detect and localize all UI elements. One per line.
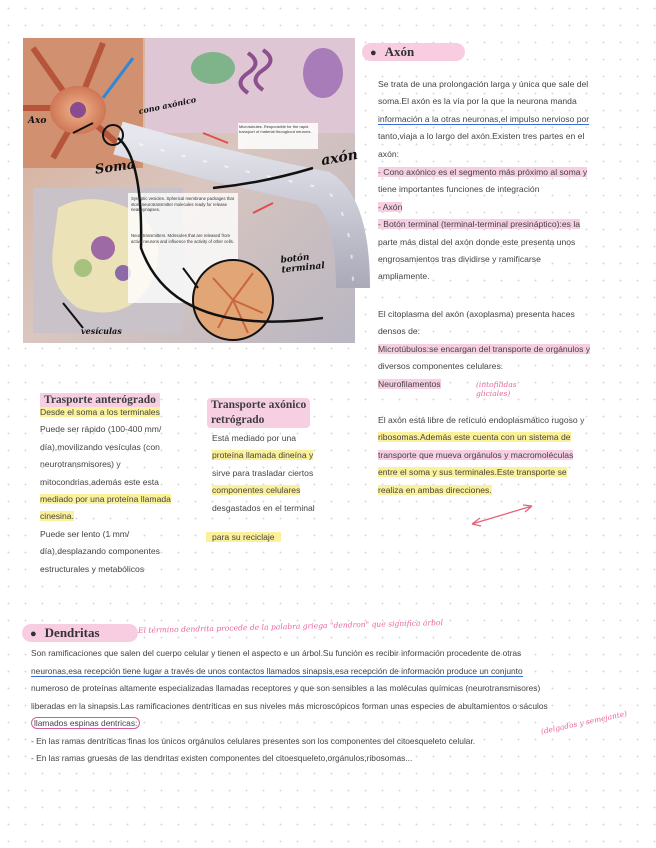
dendrites-body: Son ramificaciones que salen del cuerpo celular y tienen el aspecto e un árbol.Su función es recibir información procedente de otras neuronas,esa recepción tiene lugar a través de unos contactos llamados sinapsis,esa recepción de información produce un conjunto numeroso de proteínas altamente especializadas llamadas receptores y que son sensibles a las moléculas químicas (neurotransmisores) liberadas en la sinapsis.Las ramificaciones dentríticas en sus niveles más microscópicos forman unas especies de abultamientos o sáculos llamados espinas dentricas: - En las ramas dentríticas finas los únicos orgánulos celulares presentes son los componentes del citoesqueleto celular. - En las ramas gruesas de las dendritas existen componentes del citoesqueleto,orgánulos,ribosomas... (31, 648, 548, 763)
dendrites-title: Dendritas (44, 625, 100, 640)
axon-parts: - Cono axónico es el segmento más próximo al soma y tiene importantes funciones de integración - Axón - Botón terminal (terminal-terminal presináptico):es la parte más distal del axón donde este presenta unos engrosamientos tras dividirse y ramificarse ampliamente. (378, 167, 588, 282)
retro-reciclaje: para su reciclaje (206, 529, 281, 546)
bullet: ● (30, 628, 37, 640)
axon-cytoplasm: El citoplasma del axón (axoplasma) presenta haces densos de: Microtúbulos:se encargan del transporte de orgánulos y diversos componentes celulares. Neurofilamentos (378, 309, 591, 389)
note-microtubules: Microtubules. Responsible for the rapid transport of material throughout neurons. (239, 124, 312, 134)
retro-title: Transporte axónico retrógrado (207, 398, 310, 428)
label-axo: Axo (28, 116, 47, 126)
label-boton-terminal: botón terminal (280, 252, 326, 276)
label-soma: Soma (94, 157, 137, 178)
retro-body: Está mediado por una proteína llamada dineína y sirve para trasladar ciertos componentes celulares desgastados en el terminal (212, 433, 315, 513)
note-synaptic: Synaptic vesicles. Spherical membrane packages that store neurotransmitter molecules ready for release near synapses. (131, 196, 234, 212)
label-axon: axón (319, 146, 360, 170)
axon-title: Axón (384, 44, 415, 59)
double-arrow-icon (468, 500, 538, 530)
dendrites-handwritten-note: El término dendrita procede de la palabra griega "dendron" que significa árbol (137, 618, 444, 635)
label-vesiculas: vesículas (81, 326, 122, 336)
neuron-illustration (23, 38, 360, 343)
antero-body: Desde el soma a los terminales Puede ser rápido (100-400 mm/ día),movilizando vesículas (con neurotransmisores) y mitocondrias,además este esta mediado por una proteína llamada cinesina. Puede ser lento (1 mm/ día),desplazando componentes estructurales y metabólicos (40, 407, 171, 574)
dendrites-heading (22, 624, 138, 642)
label-cono-axonico: cono axónico (137, 94, 197, 117)
dendrites-side-note: (delgados y semejante) (540, 708, 628, 737)
cytoplasm-handwritten-note: (intofilidas gliciales) (476, 380, 517, 398)
bullet: ● (370, 47, 377, 59)
neuron-diagram (23, 38, 355, 343)
axon-heading (362, 43, 465, 61)
note-neurotransmitters: Neurotransmitters. Molecules that are released from active neurons and influence the activity of other cells. (131, 233, 234, 244)
axon-transport: El axón está libre de retículo endoplasmático rugoso y ribosomas.Además este cuenta con un sistema de transporte que mueva orgánulos y macromoléculas entre el soma y sus terminales.Este transporte se realiza en ambas direcciones. (378, 415, 585, 495)
antero-title: Trasporte anterógrado (40, 393, 160, 408)
axon-intro: Se trata de una prolongación larga y única que sale del soma.El axón es la vía por la que la neurona manda información a la otras neuronas,el impulso nervioso por tanto,viaja a lo largo del axón.Existen tres partes en el axón: (378, 79, 590, 159)
